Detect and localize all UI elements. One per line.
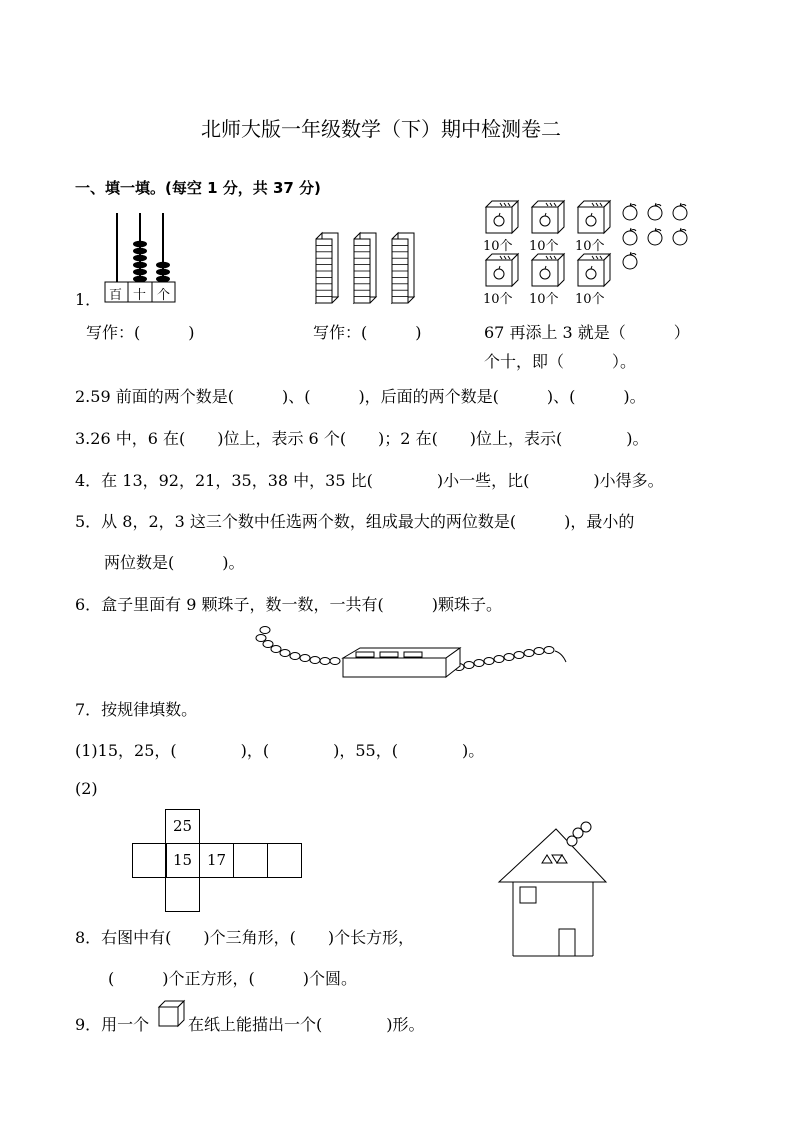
- page-title: 北师大版一年级数学（下）期中检测卷二: [201, 117, 561, 141]
- box-label: 10个: [483, 292, 513, 307]
- q8-text-line1: 8．右图中有( )个三角形，( )个长方形，: [75, 928, 415, 947]
- q8-text-line2: ( )个正方形，( )个圆。: [108, 969, 357, 988]
- bead-string-figure: [250, 618, 580, 688]
- q1-write-a: 写作：( ): [86, 323, 195, 342]
- grid-cell: [132, 843, 167, 878]
- grid-cell-middle-b: 17: [199, 843, 234, 878]
- q7-text: 7．按规律填数。: [75, 700, 198, 719]
- grid-cell: [233, 843, 268, 878]
- q9-text-a: 9．用一个: [75, 1015, 150, 1034]
- abacus-label-hundreds: 百: [109, 288, 123, 303]
- box-label: 10个: [529, 239, 559, 254]
- q7-part2-label: (2): [75, 779, 98, 798]
- q1-number: 1．: [75, 290, 102, 309]
- q9-text-b: 在纸上能描出一个( )形。: [188, 1015, 425, 1034]
- house-figure: [495, 808, 615, 958]
- grid-cell-bottom: [165, 877, 200, 912]
- grid-cell-top: 25: [165, 809, 200, 844]
- q4-text: 4．在 13，92，21，35，38 中，35 比( )小一些，比( )小得多。: [75, 471, 664, 490]
- q5-text-line2: 两位数是( )。: [104, 553, 245, 572]
- q1-text-line1: 67 再添上 3 就是（ ）: [484, 323, 690, 342]
- cube-icon: [157, 1000, 187, 1030]
- q5-text-line1: 5．从 8，2，3 这三个数中任选两个数，组成最大的两位数是( )，最小的: [75, 512, 635, 531]
- q7-part1-text: (1)15，25，( )，( )，55，( )。: [75, 741, 485, 760]
- section-heading: 一、填一填。(每空 1 分，共 37 分): [75, 179, 321, 197]
- q1-text-line2: 个十，即（ ）。: [484, 352, 637, 371]
- abacus-label-ones: 个: [157, 288, 171, 303]
- q3-text: 3.26 中，6 在( )位上，表示 6 个( )；2 在( )位上，表示( )。: [75, 429, 649, 448]
- tens-bars-figure: [312, 230, 422, 305]
- box-label: 10个: [483, 239, 513, 254]
- grid-cell: [267, 843, 302, 878]
- box-label: 10个: [575, 239, 605, 254]
- grid-cell-middle-a: 15: [165, 843, 200, 878]
- q6-text: 6．盒子里面有 9 颗珠子，数一数，一共有( )颗珠子。: [75, 595, 503, 614]
- box-label: 10个: [575, 292, 605, 307]
- box-label: 10个: [529, 292, 559, 307]
- q2-text: 2.59 前面的两个数是( )、( )，后面的两个数是( )、( )。: [75, 387, 646, 406]
- abacus-label-tens: 十: [133, 288, 147, 303]
- q1-write-b: 写作：( ): [313, 323, 422, 342]
